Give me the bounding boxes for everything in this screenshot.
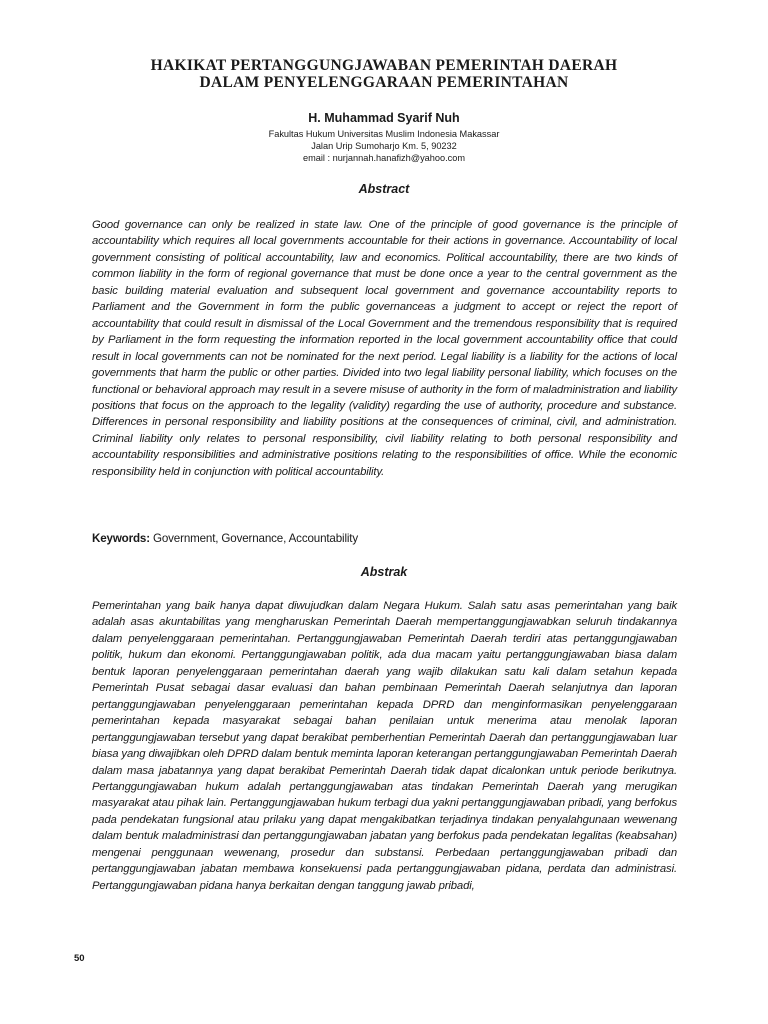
author-name: H. Muhammad Syarif Nuh: [308, 111, 460, 125]
keywords-label: Keywords:: [92, 532, 150, 545]
author-affiliation: Fakultas Hukum Universitas Muslim Indonesia Makassar: [268, 129, 500, 139]
abstract-heading: Abstract: [358, 182, 410, 196]
keywords-value: Government, Governance, Accountability: [149, 532, 359, 545]
author-address: Jalan Urip Sumoharjo Km. 5, 90232: [311, 141, 457, 151]
paper-title: [60, 57, 708, 91]
author-block: [134, 110, 634, 164]
abstrak-heading: Abstrak: [360, 565, 408, 579]
abstract-text: Good governance can only be realized in state law. One of the principle of good governance is the principle of accountability which requires all local governments accountable for their actions in governance. Accountability of local government consisting of political accountability, law and economics. Political accountability, there are two kinds of common liability in the form of regional governance that must be done once a year to the central government as the basic building material evaluation and subsequent local government and governance accountability reports to Parliament and the Government in form the public governanceas a judgment to accept or reject the report of accountability that could result in dismissal of the Local Government and the tremendous responsibility that is required by Parliament in the form requesting the information reported in the local government accountability office that could result in local governments can not be nominated for the next period. Legal liability is a liability for the actions of local governments that harm the public or other parties. Divided into two legal liability personal liability, which focuses on the functional or behavioral approach may result in a severe misuse of authority in the form of maladministration and liability positions that focus on the approach to the legality (validity) regarding the use of authority, procedure and substance. Differences in personal responsibility and liability positions at the consequences of criminal, civil, and administration. Criminal liability only relates to personal responsibility, civil liability relating to both personal responsibility and accountability responsibilities and administrative positions relating to the responsibilities of office. While the economic responsibility held in conjunction with political accountability.: [92, 219, 677, 478]
author-email: email : nurjannah.hanafizh@yahoo.com: [302, 153, 466, 163]
paper-title-line-2: DALAM PENYELENGGARAAN PEMERINTAHAN: [199, 74, 569, 91]
abstrak-text: Pemerintahan yang baik hanya dapat diwujudkan dalam Negara Hukum. Salah satu asas pemerintahan yang baik adalah asas akuntabilitas yang mengharuskan Pemerintah Daerah mempertanggungjawabkan seluruh tindakannya dalam penyelenggaraan pemerintahan. Pertanggungjawaban Pemerintah Daerah terdiri atas pertanggungjawaban politik, hukum dan ekonomi. Pertanggungjawaban politik, ada dua macam yaitu pertanggungjawaban biasa dalam bentuk laporan penyelenggaraan pemerintahan daerah yang wajib dilakukan satu kali dalam setahun kepada Pemerintah Pusat sebagai dasar evaluasi dan bahan pembinaan Pemerintah Daerah selanjutnya dan laporan pertanggungjawaban penyelenggaraan pemerintahan kepada DPRD dan menginformasikan penyelenggaraan pemerintahan kepada masyarakat sebagai bahan penilaian untuk menerima atau menolak laporan pertanggungjawaban tersebut yang dapat berakibat pemberhentian Pemerintah Daerah dan pertanggungjawaban luar biasa yang diwajibkan oleh DPRD dalam bentuk meminta laporan keterangan pertanggungjawaban Pemerintah Daerah dalam masa jabatannya yang dapat berakibat Pemerintah Daerah tidak dapat dicalonkan untuk periode berikutnya. Pertanggungjawaban hukum adalah pertanggungjawaban atas tindakan Pemerintah Daerah yang merugikan masyarakat atau pihak lain. Pertanggungjawaban hukum terbagi dua yakni pertanggungjawaban pribadi, yang berfokus pada pendekatan fungsional atau prilaku yang dapat mengakibatkan terjadinya tindakan penyalahgunaan wewenang dalam bentuk maladministrasi dan pertanggungjawaban jabatan yang berfokus pada pendekatan legalitas (keabsahan) mengenai penggunaan wewenang, prosedur dan substansi. Perbedaan pertanggungjawaban pribadi dan pertanggungjawaban jabatan membawa konsekuensi pada pertanggungjawaban pidana, perdata dan administrasi. Pertanggungjawaban pidana hanya berkaitan dengan tanggung jawab pribadi,: [92, 600, 677, 892]
page-number: 50: [74, 953, 85, 964]
paper-title-line-1: HAKIKAT PERTANGGUNGJAWABAN PEMERINTAH DAERAH: [150, 57, 618, 74]
keywords-line: [92, 531, 677, 547]
